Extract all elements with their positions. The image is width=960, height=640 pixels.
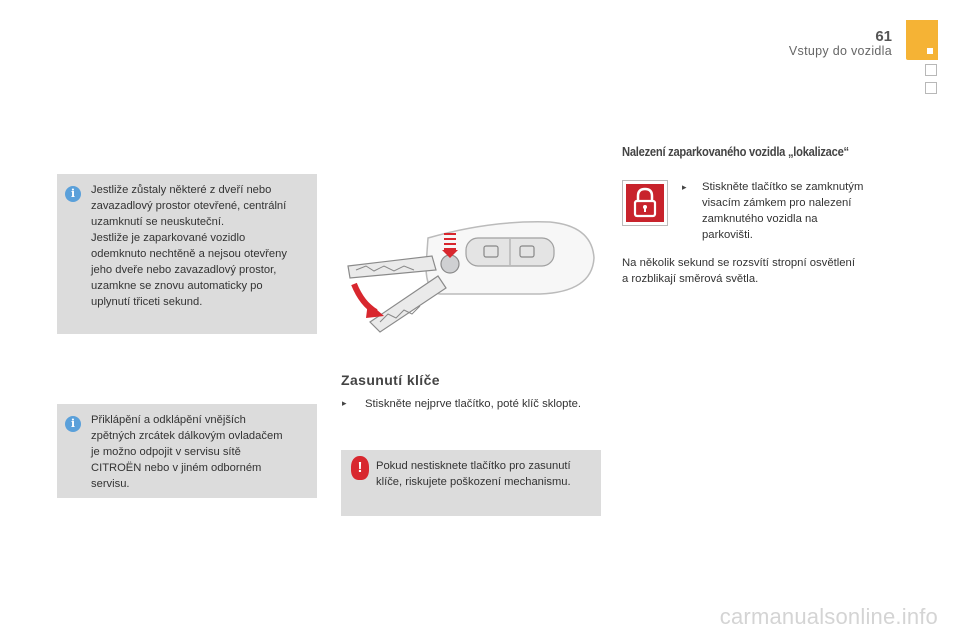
text-line: visacím zámkem pro nalezení	[702, 197, 852, 209]
chapter-tab-empty[interactable]	[925, 82, 937, 94]
chapter-tab-empty[interactable]	[925, 64, 937, 76]
locate-description	[622, 255, 892, 287]
padlock-icon	[626, 184, 664, 222]
exclamation-icon: !	[351, 456, 369, 480]
warning-box	[341, 450, 601, 516]
section-title-fold-key: Zasunutí klíče	[341, 372, 440, 388]
key-fold-illustration	[340, 218, 602, 348]
text-line: a rozblikají směrová světla.	[622, 273, 759, 285]
chapter-title: Vstupy do vozidla	[788, 44, 892, 58]
text-line: servisu.	[91, 478, 130, 490]
info-box-mirrors	[57, 404, 317, 498]
text-line: Přiklápění a odklápění vnějších	[91, 414, 246, 426]
info-box-text	[91, 412, 307, 492]
text-line: jeho dveře nebo zavazadlový prostor,	[91, 264, 277, 276]
text-line: zpětných zrcátek dálkovým ovladačem	[91, 430, 283, 442]
text-line: Jestliže je zaparkované vozidlo	[91, 232, 246, 244]
text-line: CITROËN nebo v jiném odborném	[91, 462, 262, 474]
fold-instruction: Stiskněte nejprve tlačítko, poté klíč sklopte.	[365, 398, 582, 410]
info-box-text	[91, 182, 307, 310]
text-line: Jestliže zůstaly některé z dveří nebo	[91, 184, 272, 196]
page-number: 61	[875, 28, 892, 45]
text-line: uzamkne se znovu automaticky po	[91, 280, 263, 292]
arrow-bullet-icon: ▸	[342, 398, 347, 408]
text-line: je možno odpojit v servisu sítě	[91, 446, 241, 458]
text-line: klíče, riskujete poškození mechanismu.	[376, 476, 571, 488]
text-line: Pokud nestisknete tlačítko pro zasunutí	[376, 460, 571, 472]
info-icon: i	[65, 416, 81, 432]
padlock-button-image	[622, 180, 668, 226]
text-line: uzamknutí se neuskuteční.	[91, 216, 225, 228]
section-title-locate: Nalezení zaparkovaného vozidla „lokalizace“	[622, 144, 849, 159]
text-line: Stiskněte tlačítko se zamknutým	[702, 181, 864, 193]
text-line: uplynutí třiceti sekund.	[91, 296, 203, 308]
watermark: carmanualsonline.info	[719, 604, 938, 629]
text-line: zavazadlový prostor otevřené, centrální	[91, 200, 287, 212]
text-line: zamknutého vozidla na	[702, 213, 818, 225]
text-line: odemknuto nechtěně a nejsou otevřeny	[91, 248, 287, 260]
text-line: Na několik sekund se rozsvítí stropní osvětlení	[622, 257, 855, 269]
warning-text	[376, 458, 591, 490]
text-line: parkovišti.	[702, 229, 753, 241]
tab-dot-icon	[927, 48, 933, 54]
locate-instruction	[702, 179, 892, 243]
info-box-doors	[57, 174, 317, 334]
info-icon: i	[65, 186, 81, 202]
chapter-tab[interactable]	[906, 20, 938, 60]
arrow-bullet-icon: ▸	[682, 182, 687, 192]
